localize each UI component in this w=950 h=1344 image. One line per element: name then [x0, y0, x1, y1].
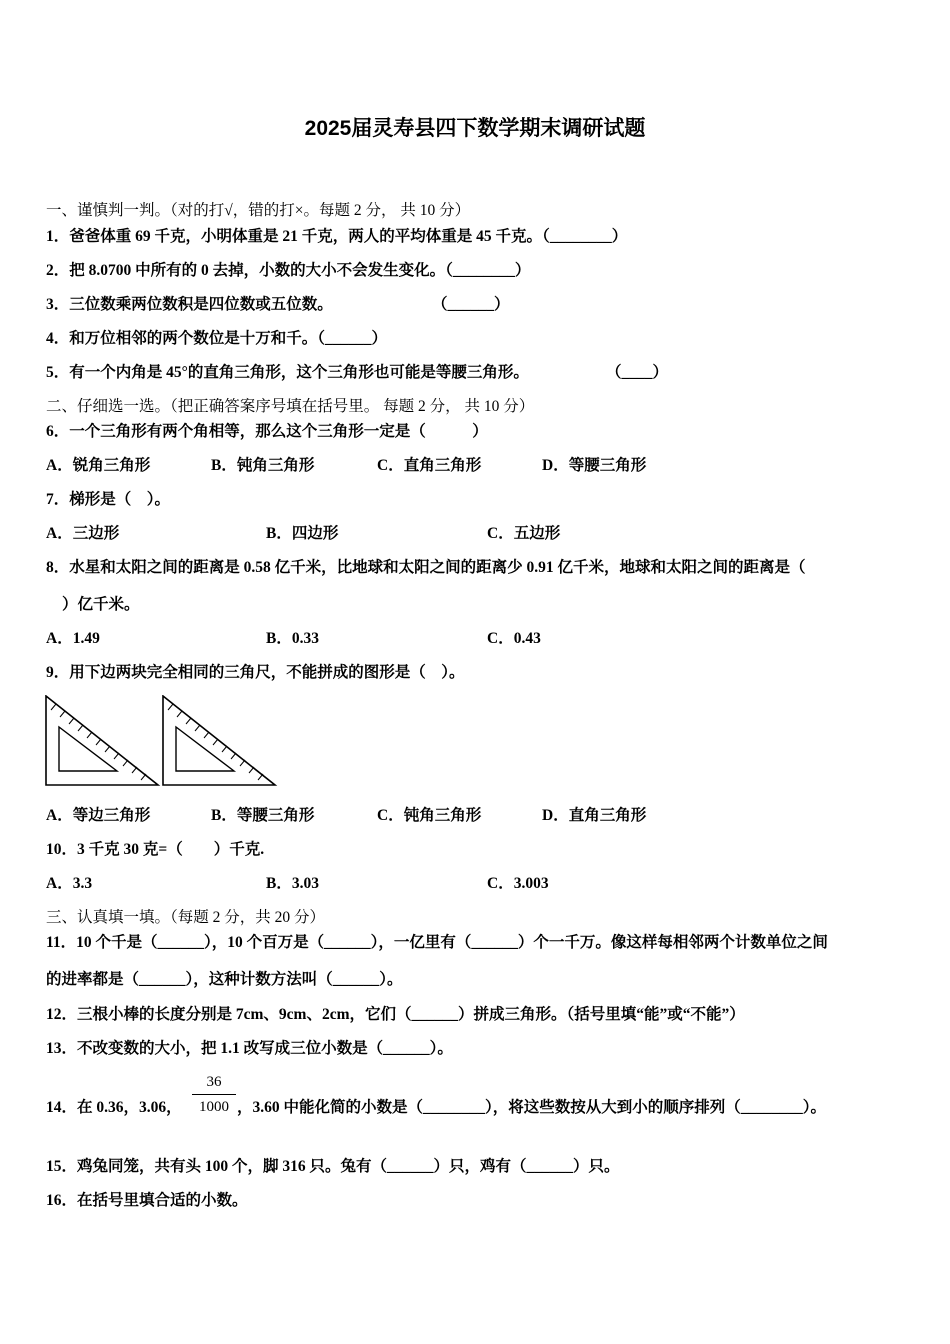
question-3: 3．三位数乘两位数积是四位数或五位数。 — [46, 296, 333, 313]
section-header: 二、仔细选一选。（把正确答案序号填在括号里。 每题 2 分， 共 10 分） — [46, 398, 535, 415]
set-square-right — [162, 695, 278, 787]
question-12: 12．三根小棒的长度分别是 7cm、9cm、2cm，它们（______）拼成三角形。（括号里填“能”或“不能”） — [46, 1006, 745, 1023]
fraction-denominator: 1000 — [199, 1099, 229, 1115]
question-16: 16．在括号里填合适的小数。 — [46, 1192, 248, 1209]
question-11: 11．10 个千是（______），10 个百万是（______），一亿里有（______）个一千万。像这样每相邻两个计数单位之间 — [46, 934, 828, 951]
question-11-continued: 的进率都是（______），这种计数方法叫（______）。 — [46, 971, 403, 988]
option-d: D．直角三角形 — [542, 807, 647, 824]
fraction-bar — [192, 1094, 236, 1095]
option-c: C．3.003 — [487, 875, 549, 892]
question-2: 2．把 8.0700 中所有的 0 去掉，小数的大小不会发生变化。（________） — [46, 262, 531, 279]
answer-blank: （____） — [606, 364, 669, 381]
question-1: 1．爸爸体重 69 千克，小明体重是 21 千克，两人的平均体重是 45 千克。（________） — [46, 228, 628, 245]
option-a: A．等边三角形 — [46, 807, 151, 824]
question-10: 10．3 千克 30 克=（ ）千克. — [46, 841, 265, 858]
question-14-suffix: ，3.60 中能化简的小数是（________），将这些数按从大到小的顺序排列（________）。 — [237, 1099, 827, 1116]
option-a: A．锐角三角形 — [46, 457, 151, 474]
page-title: 2025届灵寿县四下数学期末调研试题 — [304, 117, 646, 140]
section-header: 三、认真填一填。（每题 2 分，共 20 分） — [46, 909, 326, 926]
option-c: C．0.43 — [487, 630, 541, 647]
question-13: 13．不改变数的大小，把 1.1 改写成三位小数是（______）。 — [46, 1040, 453, 1057]
question-6: 6．一个三角形有两个角相等，那么这个三角形一定是（ ） — [46, 423, 488, 440]
question-7: 7．梯形是（ ）。 — [46, 491, 171, 508]
option-b: B．钝角三角形 — [211, 457, 315, 474]
question-9: 9．用下边两块完全相同的三角尺，不能拼成的图形是（ ）。 — [46, 664, 465, 681]
question-4: 4．和万位相邻的两个数位是十万和千。（______） — [46, 330, 388, 347]
section-header: 一、谨慎判一判。（对的打√，错的打×。每题 2 分， 共 10 分） — [46, 202, 471, 219]
set-square-left — [45, 695, 161, 787]
option-b: B．等腰三角形 — [211, 807, 315, 824]
option-a: A．三边形 — [46, 525, 120, 542]
option-c: C．钝角三角形 — [377, 807, 482, 824]
question-8: 8．水星和太阳之间的距离是 0.58 亿千米，比地球和太阳之间的距离少 0.91 亿千米，地球和太阳之间的距离是（ — [46, 559, 806, 576]
option-b: B．0.33 — [266, 630, 319, 647]
question-15: 15．鸡兔同笼，共有头 100 个，脚 316 只。兔有（______）只，鸡有（______）只。 — [46, 1158, 620, 1175]
question-5: 5．有一个内角是 45°的直角三角形，这个三角形也可能是等腰三角形。 — [46, 364, 529, 381]
option-d: D．等腰三角形 — [542, 457, 647, 474]
option-c: C．五边形 — [487, 525, 561, 542]
option-b: B．3.03 — [266, 875, 319, 892]
question-14-prefix: 14．在 0.36，3.06， — [46, 1099, 182, 1116]
fraction-numerator: 36 — [206, 1074, 222, 1090]
option-a: A．1.49 — [46, 630, 100, 647]
answer-blank: （______） — [432, 296, 510, 313]
option-c: C．直角三角形 — [377, 457, 482, 474]
option-b: B．四边形 — [266, 525, 339, 542]
fraction — [192, 1072, 236, 1117]
option-a: A．3.3 — [46, 875, 93, 892]
question-8-continued: ）亿千米。 — [62, 596, 140, 613]
